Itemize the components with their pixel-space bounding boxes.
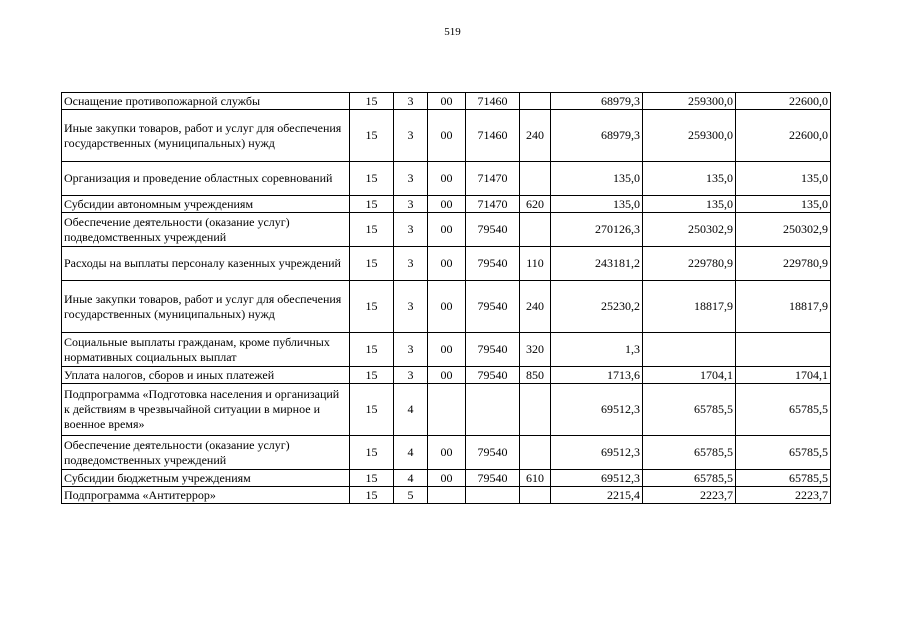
table-row <box>62 436 831 470</box>
cell-expense-type: 240 <box>520 110 551 162</box>
cell-target-code: 79540 <box>466 247 520 281</box>
page-number: 519 <box>444 26 461 38</box>
cell-expense-type: 610 <box>520 470 551 487</box>
cell-ministry-code: 15 <box>350 384 394 436</box>
cell-ministry-code: 15 <box>350 110 394 162</box>
cell-subprogram-code: 3 <box>394 281 428 333</box>
cell-value-2 <box>643 333 736 367</box>
cell-code-00: 00 <box>428 436 466 470</box>
cell-value-2: 2223,7 <box>643 487 736 504</box>
cell-value-3: 22600,0 <box>736 93 831 110</box>
cell-subprogram-code: 3 <box>394 162 428 196</box>
cell-value-2: 1704,1 <box>643 367 736 384</box>
cell-ministry-code: 15 <box>350 247 394 281</box>
cell-value-1: 69512,3 <box>551 384 643 436</box>
cell-code-00: 00 <box>428 196 466 213</box>
cell-value-1: 135,0 <box>551 196 643 213</box>
table-row <box>62 470 831 487</box>
cell-name: Подпрограмма «Подготовка населения и организаций к действиям в чрезвычайной ситуации в мирное и военное время» <box>62 384 350 436</box>
cell-code-00: 00 <box>428 367 466 384</box>
cell-value-2: 135,0 <box>643 196 736 213</box>
cell-subprogram-code: 5 <box>394 487 428 504</box>
cell-name: Обеспечение деятельности (оказание услуг) подведомственных учреждений <box>62 213 350 247</box>
table-row <box>62 384 831 436</box>
cell-target-code: 79540 <box>466 281 520 333</box>
cell-target-code: 79540 <box>466 333 520 367</box>
cell-expense-type: 620 <box>520 196 551 213</box>
cell-expense-type <box>520 213 551 247</box>
cell-value-2: 18817,9 <box>643 281 736 333</box>
cell-expense-type <box>520 436 551 470</box>
cell-target-code: 79540 <box>466 436 520 470</box>
table-row <box>62 196 831 213</box>
cell-value-1: 68979,3 <box>551 93 643 110</box>
cell-value-1: 68979,3 <box>551 110 643 162</box>
cell-value-3: 65785,5 <box>736 436 831 470</box>
cell-name: Социальные выплаты гражданам, кроме публичных нормативных социальных выплат <box>62 333 350 367</box>
cell-code-00: 00 <box>428 470 466 487</box>
cell-expense-type: 240 <box>520 281 551 333</box>
cell-code-00 <box>428 384 466 436</box>
cell-value-3: 65785,5 <box>736 470 831 487</box>
table-row <box>62 281 831 333</box>
cell-target-code: 71470 <box>466 196 520 213</box>
cell-ministry-code: 15 <box>350 487 394 504</box>
cell-code-00: 00 <box>428 333 466 367</box>
cell-expense-type: 320 <box>520 333 551 367</box>
cell-code-00: 00 <box>428 93 466 110</box>
cell-code-00: 00 <box>428 162 466 196</box>
cell-code-00: 00 <box>428 247 466 281</box>
cell-value-2: 65785,5 <box>643 436 736 470</box>
cell-ministry-code: 15 <box>350 281 394 333</box>
cell-value-2: 259300,0 <box>643 93 736 110</box>
cell-ministry-code: 15 <box>350 162 394 196</box>
cell-subprogram-code: 3 <box>394 196 428 213</box>
cell-name: Расходы на выплаты персоналу казенных учреждений <box>62 247 350 281</box>
table-row <box>62 247 831 281</box>
cell-name: Обеспечение деятельности (оказание услуг) подведомственных учреждений <box>62 436 350 470</box>
cell-code-00 <box>428 487 466 504</box>
cell-subprogram-code: 4 <box>394 470 428 487</box>
cell-value-1: 2215,4 <box>551 487 643 504</box>
cell-value-3: 22600,0 <box>736 110 831 162</box>
cell-name: Субсидии автономным учреждениям <box>62 196 350 213</box>
cell-name: Оснащение противопожарной службы <box>62 93 350 110</box>
cell-expense-type <box>520 162 551 196</box>
cell-value-3: 18817,9 <box>736 281 831 333</box>
cell-expense-type <box>520 384 551 436</box>
table-row <box>62 162 831 196</box>
cell-ministry-code: 15 <box>350 213 394 247</box>
cell-value-1: 25230,2 <box>551 281 643 333</box>
cell-code-00: 00 <box>428 281 466 333</box>
cell-value-1: 270126,3 <box>551 213 643 247</box>
cell-subprogram-code: 3 <box>394 367 428 384</box>
cell-target-code: 79540 <box>466 367 520 384</box>
cell-subprogram-code: 3 <box>394 93 428 110</box>
cell-name: Субсидии бюджетным учреждениям <box>62 470 350 487</box>
cell-expense-type: 110 <box>520 247 551 281</box>
cell-target-code <box>466 384 520 436</box>
cell-target-code: 79540 <box>466 213 520 247</box>
table-row <box>62 93 831 110</box>
table-row <box>62 333 831 367</box>
cell-value-3: 65785,5 <box>736 384 831 436</box>
cell-name: Уплата налогов, сборов и иных платежей <box>62 367 350 384</box>
cell-value-2: 65785,5 <box>643 470 736 487</box>
cell-target-code: 71460 <box>466 110 520 162</box>
cell-name: Организация и проведение областных соревнований <box>62 162 350 196</box>
cell-value-1: 135,0 <box>551 162 643 196</box>
cell-subprogram-code: 3 <box>394 110 428 162</box>
cell-name: Иные закупки товаров, работ и услуг для обеспечения государственных (муниципальных) нужд <box>62 110 350 162</box>
cell-value-2: 65785,5 <box>643 384 736 436</box>
cell-ministry-code: 15 <box>350 333 394 367</box>
cell-value-2: 229780,9 <box>643 247 736 281</box>
cell-subprogram-code: 4 <box>394 436 428 470</box>
cell-expense-type: 850 <box>520 367 551 384</box>
cell-ministry-code: 15 <box>350 93 394 110</box>
table-row <box>62 110 831 162</box>
cell-subprogram-code: 4 <box>394 384 428 436</box>
cell-subprogram-code: 3 <box>394 213 428 247</box>
cell-target-code <box>466 487 520 504</box>
budget-table <box>61 92 831 504</box>
cell-value-3: 1704,1 <box>736 367 831 384</box>
table-row <box>62 367 831 384</box>
cell-value-1: 1,3 <box>551 333 643 367</box>
cell-ministry-code: 15 <box>350 196 394 213</box>
cell-value-3: 229780,9 <box>736 247 831 281</box>
cell-value-3: 135,0 <box>736 162 831 196</box>
cell-code-00: 00 <box>428 110 466 162</box>
cell-value-3 <box>736 333 831 367</box>
table-row <box>62 487 831 504</box>
cell-name: Подпрограмма «Антитеррор» <box>62 487 350 504</box>
cell-expense-type <box>520 93 551 110</box>
cell-target-code: 71460 <box>466 93 520 110</box>
cell-ministry-code: 15 <box>350 470 394 487</box>
cell-value-1: 243181,2 <box>551 247 643 281</box>
cell-subprogram-code: 3 <box>394 247 428 281</box>
cell-name: Иные закупки товаров, работ и услуг для обеспечения государственных (муниципальных) нужд <box>62 281 350 333</box>
cell-value-3: 250302,9 <box>736 213 831 247</box>
cell-value-2: 259300,0 <box>643 110 736 162</box>
cell-value-1: 69512,3 <box>551 470 643 487</box>
cell-expense-type <box>520 487 551 504</box>
cell-value-1: 69512,3 <box>551 436 643 470</box>
table-row <box>62 213 831 247</box>
cell-ministry-code: 15 <box>350 367 394 384</box>
cell-value-1: 1713,6 <box>551 367 643 384</box>
cell-target-code: 79540 <box>466 470 520 487</box>
cell-ministry-code: 15 <box>350 436 394 470</box>
cell-value-2: 250302,9 <box>643 213 736 247</box>
cell-value-3: 2223,7 <box>736 487 831 504</box>
cell-code-00: 00 <box>428 213 466 247</box>
cell-value-2: 135,0 <box>643 162 736 196</box>
cell-value-3: 135,0 <box>736 196 831 213</box>
cell-subprogram-code: 3 <box>394 333 428 367</box>
cell-target-code: 71470 <box>466 162 520 196</box>
